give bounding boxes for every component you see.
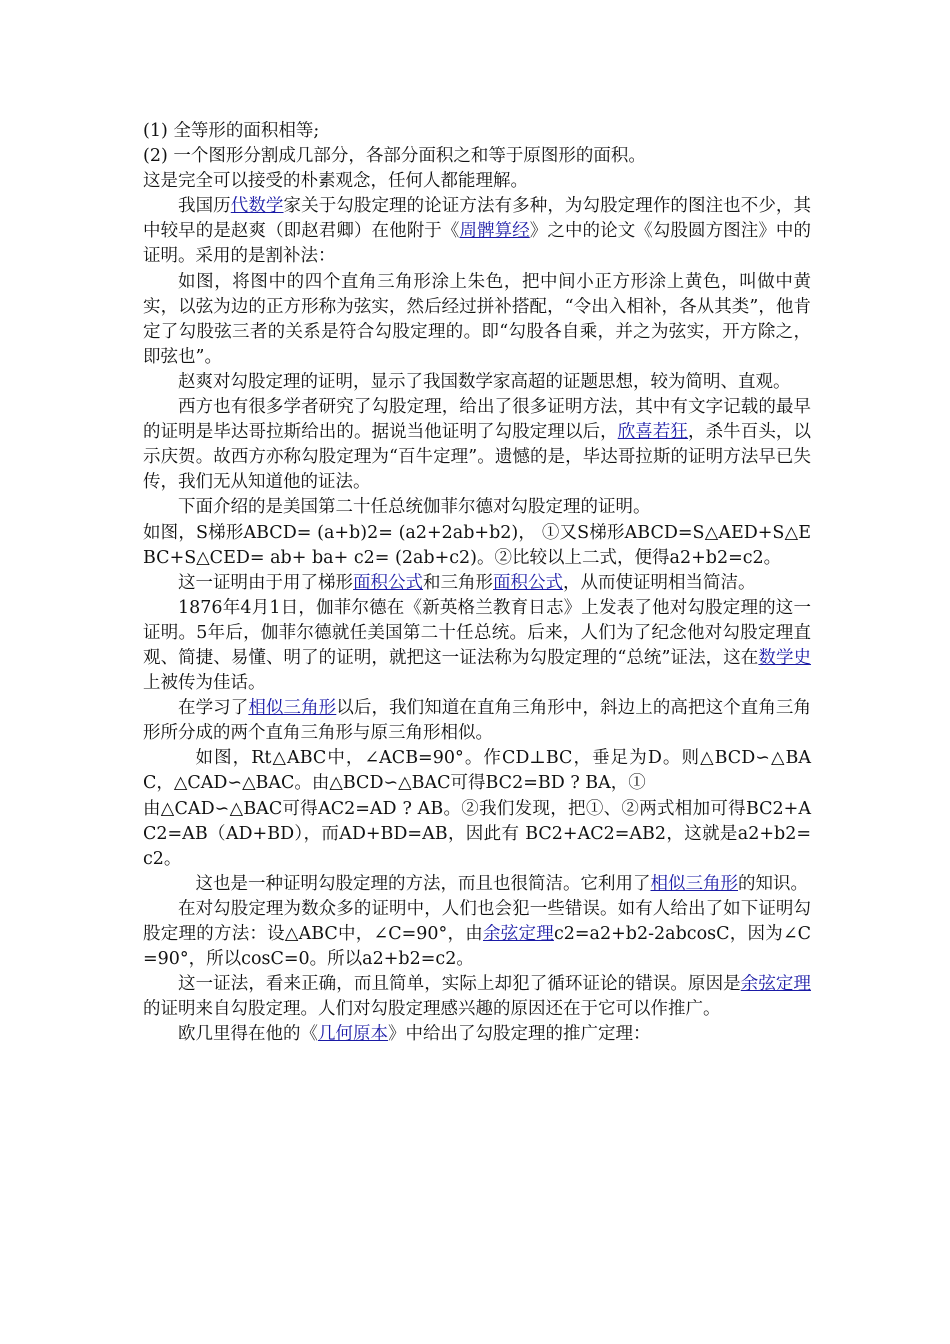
paragraph: 下面介绍的是美国第二十任总统伽菲尔德对勾股定理的证明。 (178, 497, 651, 518)
paragraph: 如图，S梯形ABCD= (a+b)2= (a2+2ab+b2)， ①又S梯形ABCD=S△AED+S△EBC+S△CED= ab+ ba+ c2= (2ab+c2)。②比较以上二式，便得a2+b2=c2。 (143, 522, 811, 568)
link-yuxian-dingli[interactable]: 余弦定理 (482, 924, 554, 944)
text-run: 西方也有很多学者研究了勾股定理，给出了很多证明方法，其中有文字记载的最早的证明是毕达哥拉斯给出的。据说当他证明了勾股定理以后， (143, 397, 811, 443)
text-run: 》中给出了勾股定理的推广定理： (388, 1024, 651, 1045)
link-shuxue-shi[interactable]: 数学史 (758, 647, 812, 668)
link-mianji-gongshi-2[interactable]: 面积公式 (493, 572, 563, 593)
paragraph (143, 596, 811, 696)
paragraph (143, 1022, 811, 1047)
text-run: 上被传为佳话。 (143, 673, 266, 694)
text-run: 我国历 (178, 196, 231, 217)
text-run: 欧几里得在他的《 (178, 1024, 318, 1045)
text-run: c2=a2+b2-2abcosC，因为∠C=90°，所以cosC=0。所以a2+b2=c2。 (143, 924, 812, 970)
link-xinxi-ruokuang[interactable]: 欣喜若狂 (617, 422, 689, 443)
text-run: 》之中的论文《勾股圆方图注》中的证明。采用的是割补法： (143, 221, 812, 267)
paragraph: 赵爽对勾股定理的证明，显示了我国数学家高超的证题思想，较为简明、直观。 (178, 371, 791, 392)
text-run: 以后，我们知道在直角三角形中，斜边上的高把这个直角三角形所分成的两个直角三角形与原三角形相似。 (143, 698, 812, 744)
paragraph: 如图，Rt△ABC中，∠ACB=90°。作CD⊥BC，垂足为D。则△BCD∽△BAC，△CAD∽△BAC。由△BCD∽△BAC可得BC2=BD ? BA，① (143, 748, 811, 794)
text-run: 这一证明由于用了梯形 (178, 572, 353, 593)
text-run: 这一证法，看来正确，而且简单，实际上却犯了循环证论的错误。原因是 (178, 974, 741, 995)
paragraph: (2) 一个图形分割成几部分，各部分面积之和等于原图形的面积。 (143, 146, 646, 167)
paragraph (143, 571, 811, 596)
link-xiangsi-sanjiaoxing-2[interactable]: 相似三角形 (650, 873, 738, 894)
link-xiangsi-sanjiaoxing[interactable]: 相似三角形 (248, 698, 337, 719)
text-run: 在学习了 (178, 698, 249, 719)
text-run: 家关于勾股定理的论证方法有多种，为勾股定理作的图注也不少，其中较早的是赵爽（即赵君卿）在他附于《 (143, 196, 812, 242)
text-run: ，杀牛百头，以示庆贺。故西方亦称勾股定理为“百牛定理”。遗憾的是，毕达哥拉斯的证明方法早已失传，我们无从知道他的证法。 (143, 422, 812, 493)
paragraph: (1) 全等形的面积相等; (143, 121, 320, 141)
text-run: 在对勾股定理为数众多的证明中，人们也会犯一些错误。如有人给出了如下证明勾股定理的方法：设△ABC中，∠C=90°，由 (143, 898, 811, 944)
link-yuxian-dingli-2[interactable]: 余弦定理 (740, 974, 812, 995)
text-run: 的知识。 (738, 873, 808, 894)
paragraph: 由△CAD∽△BAC可得AC2=AD ? AB。②我们发现，把①、②两式相加可得BC2+AC2=AB（AD+BD），而AD+BD=AB，因此有 BC2+AC2=AB2，这就是a2+b2=c2。 (143, 798, 811, 869)
text-run: ，从而使证明相当简洁。 (563, 572, 756, 593)
document-page (143, 119, 811, 1047)
text-run: 和三角形 (423, 572, 493, 593)
link-zhoubi-suanjing[interactable]: 周髀算经 (459, 221, 530, 242)
link-jihe-yuanben[interactable]: 几何原本 (318, 1024, 388, 1045)
paragraph (143, 194, 811, 269)
paragraph (143, 872, 811, 897)
paragraph: 如图，将图中的四个直角三角形涂上朱色，把中间小正方形涂上黄色，叫做中黄实，以弦为边的正方形称为弦实，然后经过拼补搭配，“令出入相补，各从其类”，他肯定了勾股弦三者的关系是符合勾股定理的。即“勾股各自乘，并之为弦实，开方除之，即弦也”。 (143, 271, 811, 367)
text-run: 这也是一种证明勾股定理的方法，而且也很简洁。它利用了 (195, 873, 651, 894)
paragraph: 这是完全可以接受的朴素观念，任何人都能理解。 (143, 171, 528, 192)
text-run: 的证明来自勾股定理。人们对勾股定理感兴趣的原因还在于它可以作推广。 (143, 999, 721, 1020)
text-run: 1876年4月1日，伽菲尔德在《新英格兰教育日志》上发表了他对勾股定理的这一证明。5年后，伽菲尔德就任美国第二十任总统。后来，人们为了纪念他对勾股定理直观、简捷、易懂、明了的证明，就把这一证法称为勾股定理的“总统”证法，这在 (143, 597, 811, 668)
paragraph (143, 395, 811, 495)
paragraph (143, 897, 811, 972)
link-mianji-gongshi[interactable]: 面积公式 (353, 572, 423, 593)
paragraph (143, 696, 811, 746)
paragraph (143, 972, 811, 1022)
link-dai-shuxue[interactable]: 代数学 (230, 196, 284, 217)
